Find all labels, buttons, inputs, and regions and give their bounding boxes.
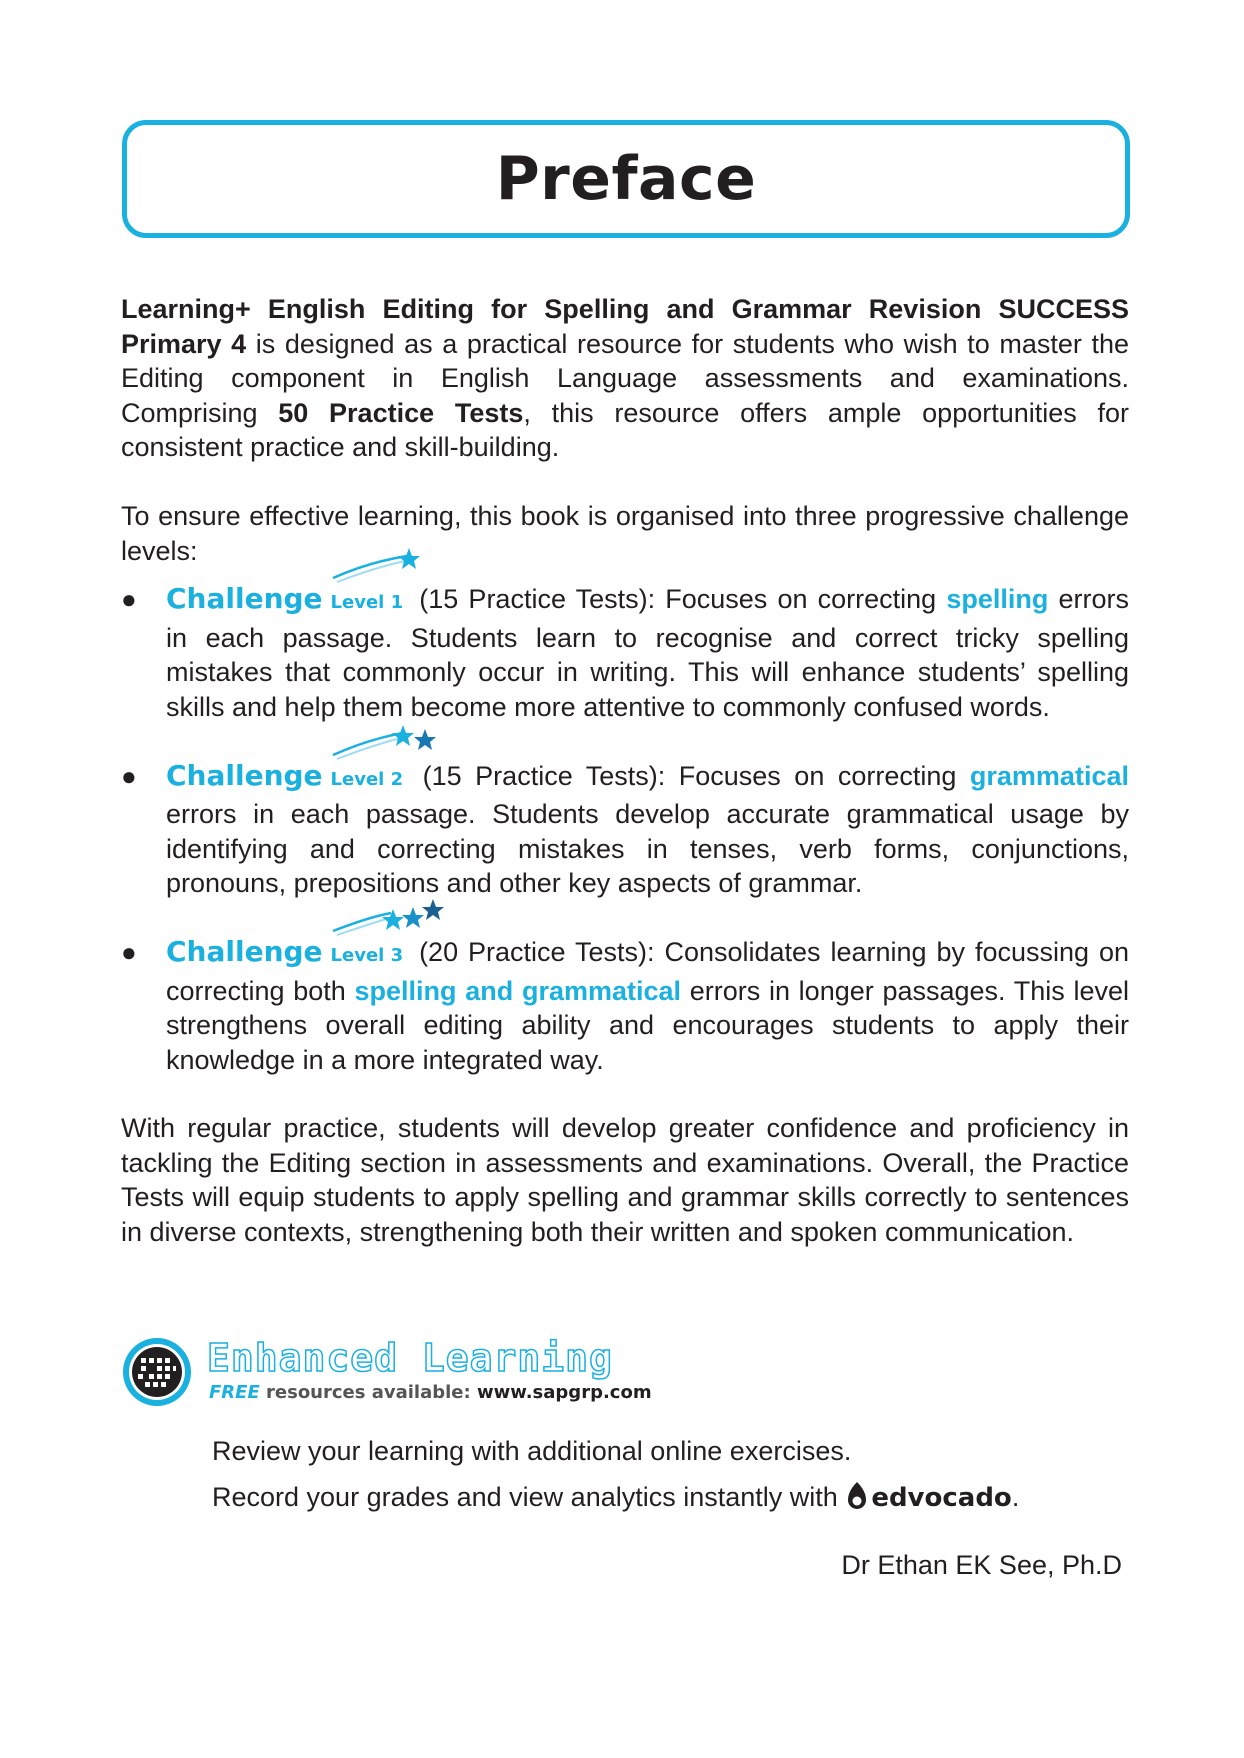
free-label: FREE [209,1382,260,1403]
title-box [122,120,1130,238]
bullet-icon: ● [121,584,137,615]
resources-label: resources available: [259,1382,477,1403]
closing-paragraph: With regular practice, students will develop greater confidence and proficiency in tackling the Editing section in assessments and examinations. Overall, the Practice Tests will equip students to apply spelling and grammar skills correctly to sentences in diverse contexts, strengthening both their written and spoken communication. [121,1113,1129,1248]
level-label: Level 3 [330,944,404,966]
star-swoosh-icon [329,901,439,941]
level-text-after: errors in each passage. Students learn to recognise and correct tricky spelling mistakes that commonly occur in writing. This will enhance students’ spelling skills and help them become more attentive to commonly confused words. [166,584,1129,722]
level-badge [331,582,404,621]
page-title: Preface [495,144,757,214]
enhanced-learning-logo-icon [121,1336,193,1408]
level-text-after: errors in each passage. Students develop accurate grammatical usage by identifying and correcting mistakes in tenses, verb forms, conjunctions, pronouns, prepositions and other key aspects of grammar. [166,799,1129,899]
level-label: Level 1 [330,592,404,614]
challenge-label: Challenge [166,582,323,616]
preface-content [121,292,1129,1250]
level-highlight: grammatical [969,760,1129,791]
intro-text-1: is designed as a practical resource for students who wish to master the Editing component in English Language assessments and examinations. Comprising [121,328,1129,428]
level-text-before: (20 Practice Tests): Consolidates learning by focussing on correcting both [166,936,1129,1006]
level-label: Level 2 [330,768,404,790]
levels-list [121,582,1129,1077]
level-item-3 [121,935,1129,1077]
level-badge [331,759,404,798]
online-line-1: Review your learning with additional online exercises. [212,1436,852,1466]
bullet-icon: ● [121,936,137,967]
online-line-2-text: Record your grades and view analytics instantly with [212,1482,846,1512]
author-signature: Dr Ethan EK See, Ph.D [841,1550,1122,1580]
edvocado-suffix: . [1011,1482,1020,1512]
tests-count: 50 Practice Tests [278,397,524,428]
level-text-after: errors in longer passages. This level strengthens overall editing ability and encourages students to apply their knowledge in a more integrated way. [166,975,1129,1075]
level-text-before: (15 Practice Tests): Focuses on correcting [419,584,947,615]
level-item-1 [121,582,1129,724]
level-badge [331,935,404,974]
edvocado-logo-icon [845,1480,869,1512]
level-item-2 [121,759,1129,901]
online-exercises [212,1428,1019,1521]
star-swoosh-icon [329,548,439,588]
enhanced-learning-banner [121,1336,821,1408]
intro-paragraph [121,292,1129,465]
intro-text-2: , this resource offers ample opportunities for consistent practice and skill-building. [121,397,1130,463]
challenge-label: Challenge [166,758,323,792]
level-text-before: (15 Practice Tests): Focuses on correcting [422,760,970,791]
enhanced-learning-subtitle [209,1382,652,1403]
edvocado-brand: edvocado [871,1483,1012,1513]
online-line-2 [212,1474,1019,1521]
level-highlight: spelling [946,584,1049,615]
bullet-icon: ● [121,760,137,791]
enhanced-learning-title: Enhanced Learning [207,1336,613,1380]
level-highlight: spelling and grammatical [354,975,682,1006]
levels-intro: To ensure effective learning, this book is organised into three progressive challenge levels: [121,500,1129,566]
book-title: Learning+ English Editing for Spelling and Grammar Revision SUCCESS Primary 4 [121,294,1129,359]
resources-url: www.sapgrp.com [476,1382,652,1403]
star-swoosh-icon [329,725,439,765]
challenge-label: Challenge [166,934,323,968]
